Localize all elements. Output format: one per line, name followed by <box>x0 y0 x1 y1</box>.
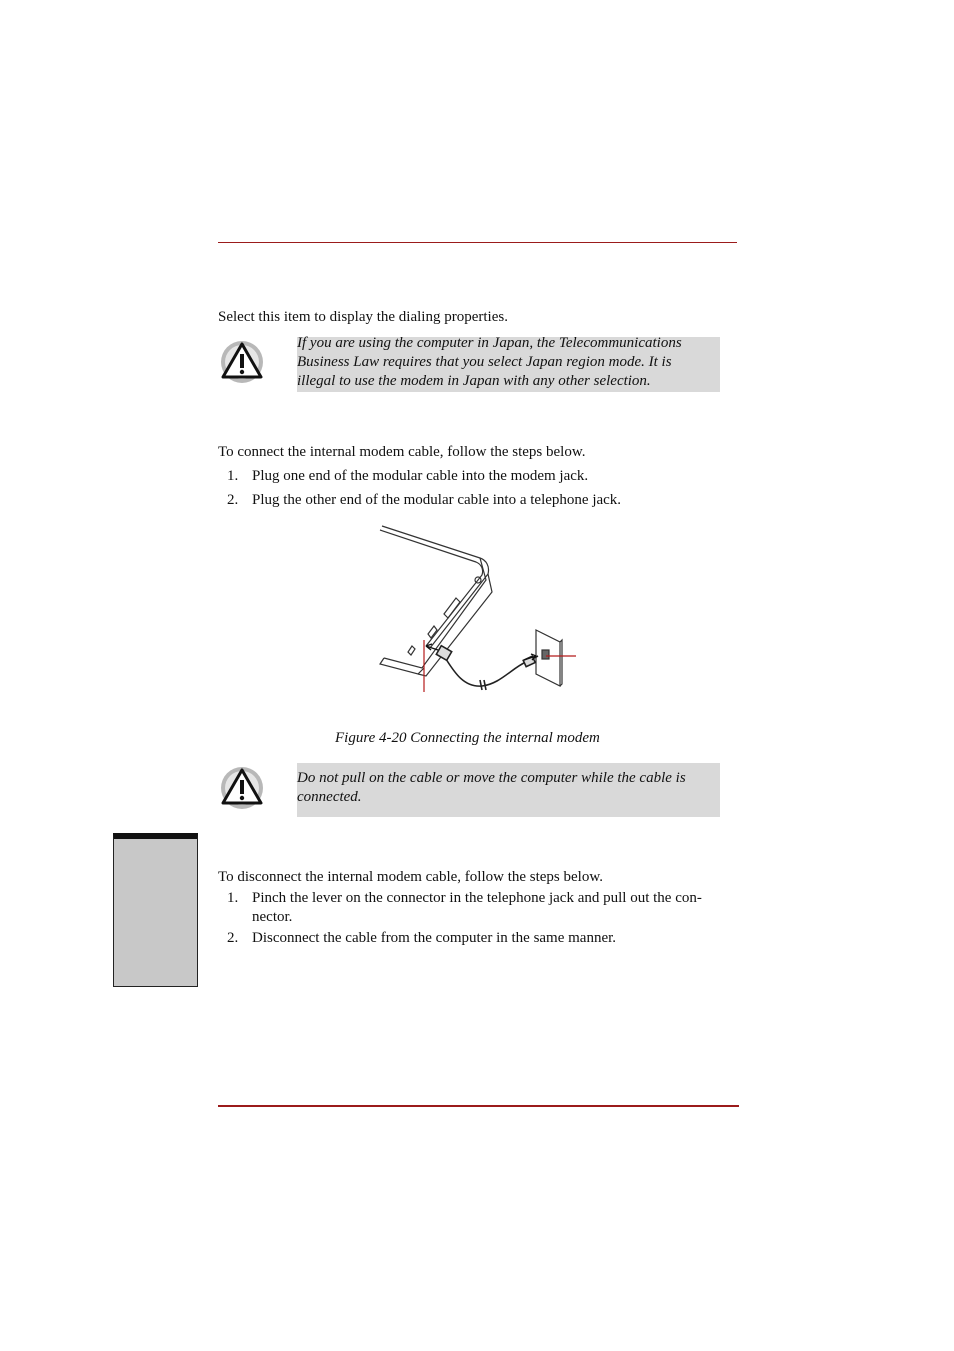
warning-triangle-icon <box>220 340 264 384</box>
disconnect-step-1-number: 1. <box>227 890 239 906</box>
intro-text: Select this item to display the dialing properties. <box>218 309 508 325</box>
disconnect-step-1-line-2: nector. <box>252 909 293 925</box>
chapter-side-tab <box>113 833 198 987</box>
caution-2-line-1: Do not pull on the cable or move the computer while the cable is <box>297 770 686 786</box>
wall-jack-drawing <box>536 630 562 686</box>
disconnect-step-2-text: Disconnect the cable from the computer in the same manner. <box>252 930 617 946</box>
connect-intro: To connect the internal modem cable, follow the steps below. <box>218 444 586 460</box>
figure-caption: Figure 4-20 Connecting the internal modem <box>335 730 600 746</box>
header-rule <box>218 242 737 243</box>
connect-step-2-text: Plug the other end of the modular cable into a telephone jack. <box>252 492 622 508</box>
connect-step-1-number: 1. <box>227 468 239 484</box>
caution-1-line-3: illegal to use the modem in Japan with any other selection. <box>297 373 651 389</box>
modular-cable-drawing <box>436 646 538 690</box>
disconnect-step-2-number: 2. <box>227 930 239 946</box>
modem-connection-figure <box>340 518 585 696</box>
disconnect-step-1-line-1: Pinch the lever on the connector in the telephone jack and pull out the con- <box>252 890 702 906</box>
connect-step-2-number: 2. <box>227 492 239 508</box>
caution-2-line-2: connected. <box>297 789 362 805</box>
warning-triangle-icon <box>220 766 264 810</box>
disconnect-intro: To disconnect the internal modem cable, follow the steps below. <box>218 869 603 885</box>
caution-1-line-2: Business Law requires that you select Japan region mode. It is <box>297 354 672 370</box>
footer-rule <box>218 1105 739 1107</box>
caution-1-line-1: If you are using the computer in Japan, the Telecommunications <box>297 335 682 351</box>
connect-step-1-text: Plug one end of the modular cable into the modem jack. <box>252 468 589 484</box>
